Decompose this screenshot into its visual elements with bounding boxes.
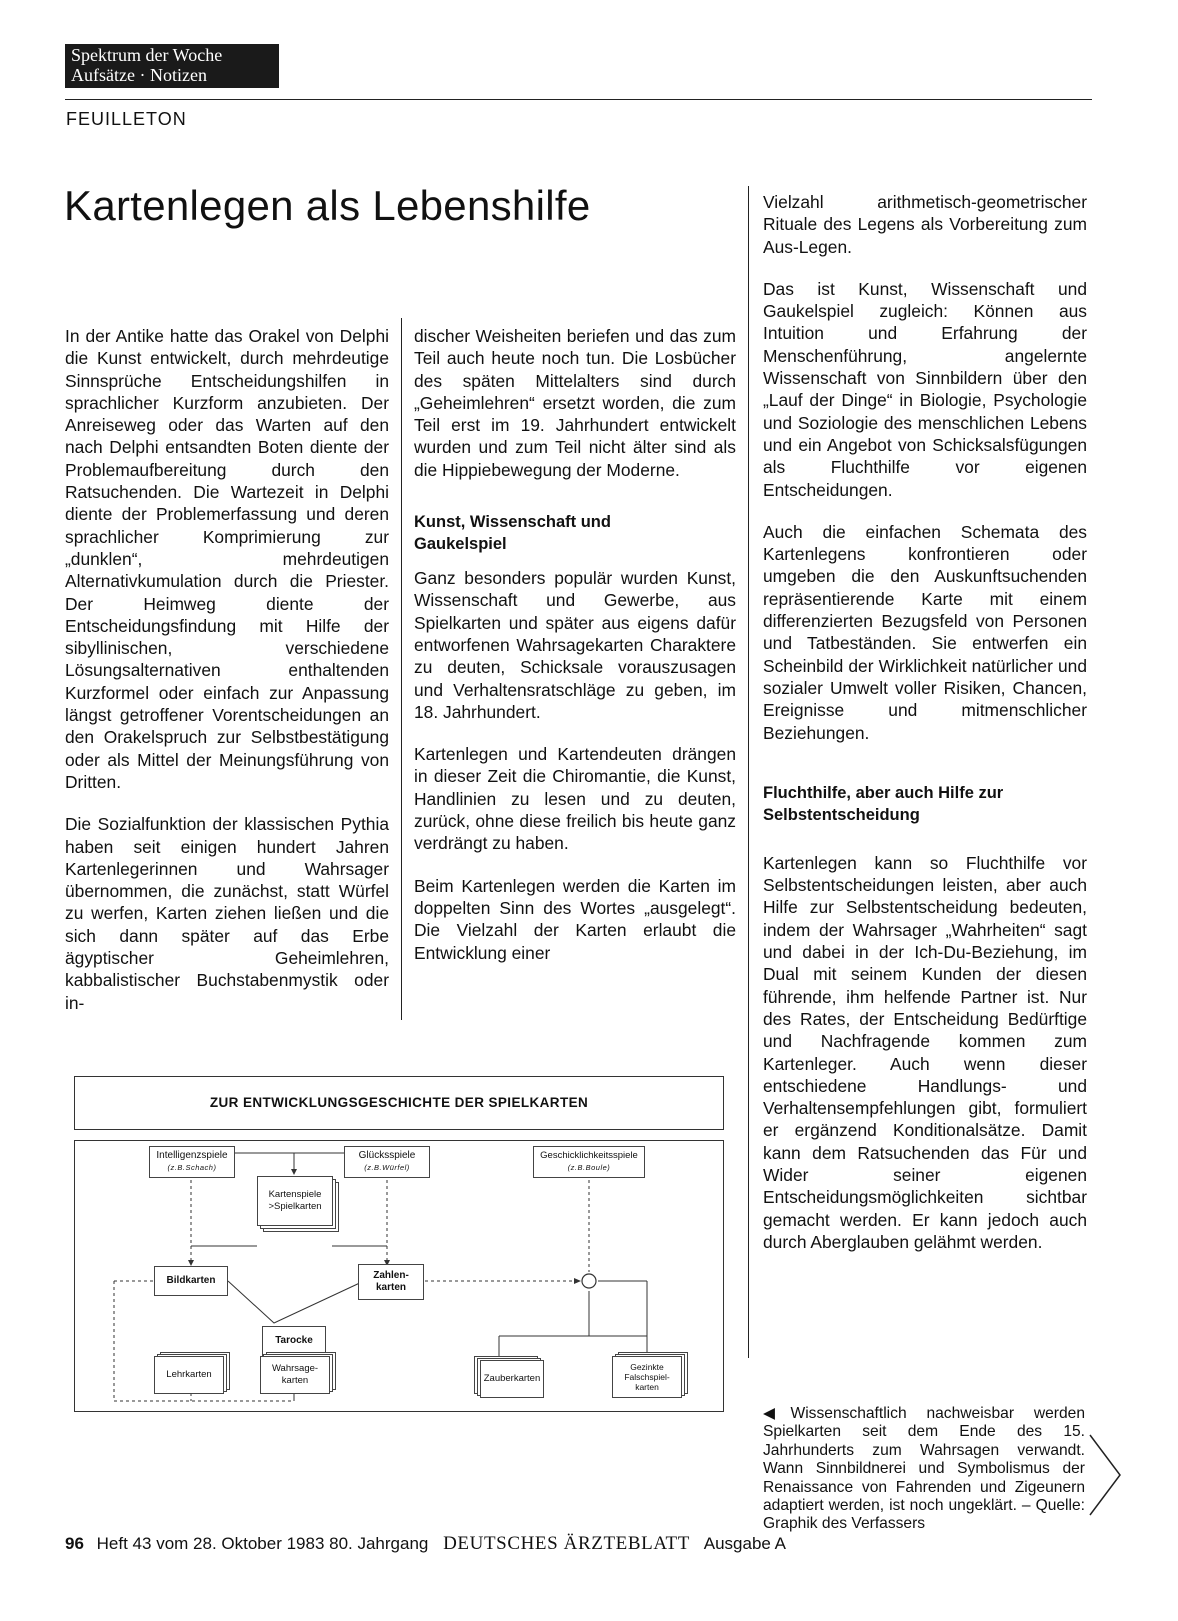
page-number: 96 xyxy=(65,1534,84,1553)
article-column-1 xyxy=(65,325,389,1034)
magic-cards-card xyxy=(480,1360,544,1398)
card-label: Lehrkarten xyxy=(166,1369,212,1380)
column-divider-1 xyxy=(401,318,402,1020)
card-label: Kartenspiele xyxy=(268,1189,322,1200)
box-label: Bildkarten xyxy=(166,1275,216,1286)
diagram-title: ZUR ENTWICKLUNGSGESCHICHTE DER SPIELKARTEN xyxy=(209,1095,589,1110)
box-sublabel: (z.B.Boule) xyxy=(567,1163,611,1172)
paragraph: Die Sozialfunktion der klassischen Pythia haben seit einigen hundert Jahren Kartenlegerinnen und Wahrsager übernommen, die zunächst, statt Würfel zu werfen, Karten ziehen ließen und die sich dann später auf das Erbe ägyptischer Geheimlehren, kabbalistischer Buchstabenmystik oder in- xyxy=(65,814,389,1013)
magazine-name: DEUTSCHES ÄRZTEBLATT xyxy=(443,1533,690,1554)
figure-caption: ◀Wissenschaftlich nachweisbar werden Spielkarten seit dem Ende des 15. Jahrhunderts zum Wahrsagen verwandt. Wann Sinnbildnerei und Symbolismus der Renaissance von Fahrenden und Zigeunern adaptiert werden, ist noch ungeklärt. – Quelle: Graphik des Verfassers xyxy=(763,1405,1085,1533)
card-label: karten xyxy=(281,1375,309,1386)
skill-games-box xyxy=(533,1146,645,1178)
section-badge xyxy=(65,44,279,88)
paragraph: Beim Kartenlegen werden die Karten im doppelten Sinn des Wortes „ausgelegt“. Die Vielzahl der Karten erlaubt die Entwicklung einer xyxy=(414,875,736,963)
badge-line-1: Spektrum der Woche xyxy=(71,45,223,65)
page-footer xyxy=(65,1533,786,1555)
teaching-cards-stack xyxy=(154,1352,230,1394)
badge-line-2: Aufsätze · Notizen xyxy=(71,65,207,85)
box-label: Geschicklichkeitsspiele xyxy=(540,1150,638,1161)
picture-cards-box xyxy=(154,1266,228,1296)
marked-cards-card xyxy=(612,1356,682,1398)
fortune-cards-stack xyxy=(260,1352,336,1394)
paragraph: Kartenlegen und Kartendeuten drängen in dieser Zeit die Chiromantie, die Kunst, Handlinien zu lesen und zu deuten, zurück, ohne diese freilich bis heute ganz verdrängt zu haben. xyxy=(414,744,736,854)
card-label: Wahrsage- xyxy=(271,1363,319,1374)
subheading: Kunst, Wissenschaft und Gaukelspiel xyxy=(414,513,611,554)
number-cards-box xyxy=(358,1264,424,1300)
paragraph: In der Antike hatte das Orakel von Delphi die Kunst entwickelt, durch mehrdeutige Sinnsprüche Entscheidungshilfen in sprachlicher Kurzform anzubieten. Der Anreiseweg oder das Warten auf den nach Delphi entsandten Boten diente der Problemaufbereitung durch den Ratsuchenden. Die Wartezeit in Delphi diente der Problemerfassung und deren sprachlicher Komprimierung zur „dunklen“, mehrdeutigen Alternativkumulation durch die Priester. Der Heimweg diente der Entscheidungsfindung mit Hilfe der sibyllinischen, verschiedene Lösungsalternativen enthaltenden Kurzformel oder einfach zur Anpassung längst getroffener Vorentscheidungen an den Orakelspruch zur Selbstbestätigung oder als Mittel der Meinungsführung von Dritten. xyxy=(65,326,389,792)
subheading: Fluchthilfe, aber auch Hilfe zur Selbstentscheidung xyxy=(763,783,1004,824)
luck-games-box xyxy=(344,1146,430,1178)
card-label: Gezinkte xyxy=(630,1362,664,1372)
issue-info: Heft 43 vom 28. Oktober 1983 80. Jahrgang xyxy=(96,1534,429,1553)
card-label: Zauberkarten xyxy=(483,1373,541,1384)
playing-cards-stack xyxy=(257,1176,339,1232)
article-title: Kartenlegen als Lebenshilfe xyxy=(64,182,591,229)
box-sublabel: (z.B.Würfel) xyxy=(364,1163,410,1172)
teaching-cards-card xyxy=(154,1356,224,1394)
box-label: karten xyxy=(375,1282,406,1293)
article-column-2 xyxy=(414,325,736,1059)
box-label: Intelligenzspiele xyxy=(156,1150,228,1161)
caption-arrow-icon xyxy=(1088,1433,1122,1517)
fortune-cards-card xyxy=(260,1356,330,1394)
header-rule xyxy=(65,99,1092,100)
paragraph: discher Weisheiten beriefen und das zum Teil auch heute noch tun. Die Losbücher des späten Mittelalters sind durch „Geheimlehren“ ersetzt worden, die zum Teil erst im 19. Jahrhundert entwickelt wurden und zum Teil nicht älter sind als die Hippiebewegung der Moderne. xyxy=(414,326,736,480)
article-column-3 xyxy=(763,191,1087,1273)
paragraph: Das ist Kunst, Wissenschaft und Gaukelspiel zugleich: Können aus Intuition und Erfahrung der Menschenführung, angelernte Wissenschaft von Sinnbildern über den „Lauf der Dinge“ in Biologie, Psychologie und Soziologie des menschlichen Lebens und ein Angebot von Schicksalsfügungen als Fluchthilfe vor eigenen Entscheidungen. xyxy=(763,278,1087,500)
column-divider-2 xyxy=(748,186,749,1358)
intelligence-games-box xyxy=(149,1146,235,1178)
box-sublabel: (z.B.Schach) xyxy=(167,1163,217,1172)
card-label: >Spielkarten xyxy=(268,1201,322,1212)
card-label: karten xyxy=(635,1382,659,1392)
magic-cards-stack xyxy=(474,1356,544,1398)
paragraph: Auch die einfachen Schemata des Kartenlegens konfrontieren oder umgeben die den Auskunftsuchenden repräsentierende Karte mit einem differenzierten Bezugsfeld von Personen und Tatbeständen. Sie entwerfen ein Scheinbild der Wirklichkeit natürlicher und sozialer Umwelt voller Risiken, Chancen, Ereignisse und mitmenschlicher Beziehungen. xyxy=(763,521,1087,743)
box-label: Glücksspiele xyxy=(358,1150,416,1161)
paragraph: Ganz besonders populär wurden Kunst, Wissenschaft und Gewerbe, aus Spielkarten und später aus eigens dafür entworfenen Wahrsagekarten Charaktere zu deuten, Schicksale vorauszusagen und Verhaltensratschläge zu geben, im 18. Jahrhundert. xyxy=(414,568,736,722)
section-label: FEUILLETON xyxy=(66,109,187,129)
paragraph: Kartenlegen kann so Fluchthilfe vor Selbstentscheidungen leisten, aber auch Hilfe zur Selbstentscheidung bedeuten, indem der Wahrsager „Wahrheiten“ sagt und dabei in der Ich-Du-Beziehung, im Dual mit seinem Kunden der diesen führende, ihm helfende Partner ist. Nur des Rates, der Entscheidung Bedürftige und Nachfragende kommen zum Kartenleger. Auch wenn dieser entschiedene Handlungs- und Verhaltensempfehlungen gibt, formuliert er ergänzend Konditionalsätze. Damit kann dem Ratsuchenden das Für und Wider seiner eigenen Entscheidungsmöglichkeiten sichtbar gemacht werden. Er kann jedoch auch durch Aberglauben gelähmt werden. xyxy=(763,852,1087,1252)
playing-cards-card xyxy=(257,1176,333,1226)
card-history-diagram xyxy=(74,1076,732,1414)
edition: Ausgabe A xyxy=(703,1534,787,1553)
box-label: Tarocke xyxy=(275,1335,313,1346)
box-label: Zahlen- xyxy=(373,1270,409,1281)
paragraph: Vielzahl arithmetisch-geometrischer Rituale des Legens als Vorbereitung zum Aus-Legen. xyxy=(763,192,1087,257)
card-label: Falschspiel- xyxy=(624,1372,670,1382)
marked-cards-stack xyxy=(612,1352,688,1398)
